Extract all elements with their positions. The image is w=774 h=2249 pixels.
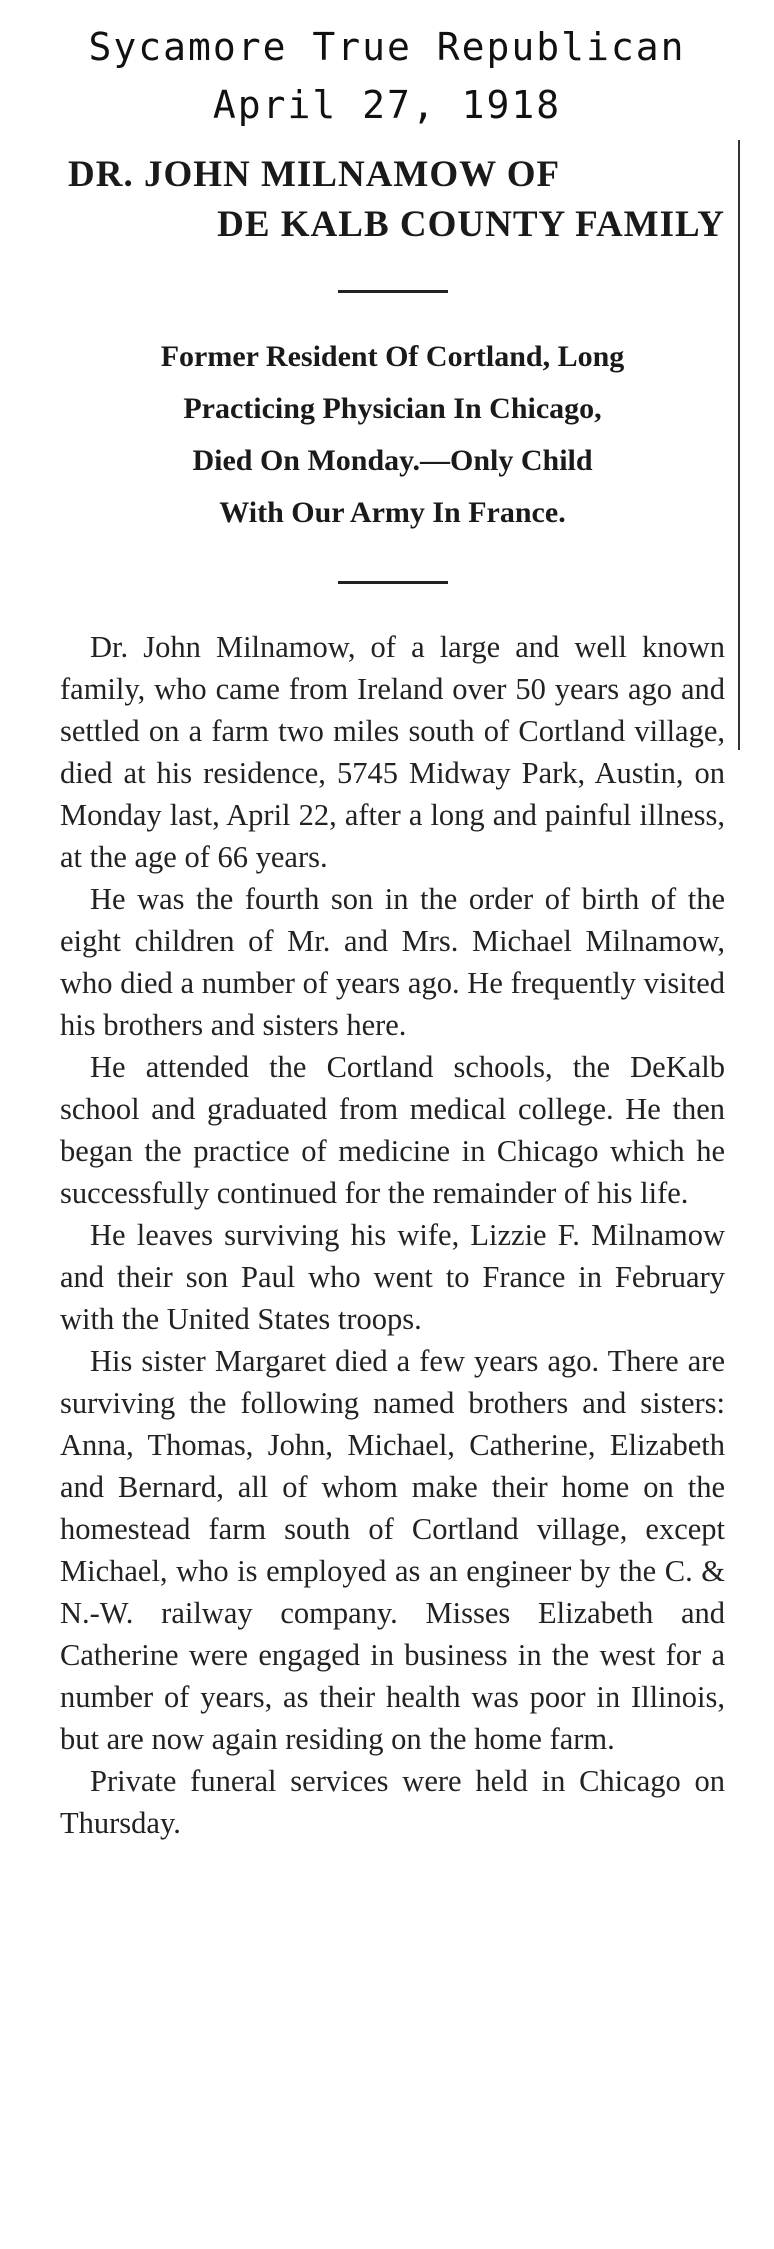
- headline-line-2: DE KALB COUNTY FAMILY: [217, 204, 725, 245]
- paragraph: He leaves surviving his wife, Lizzie F. Milnamow and their son Paul who went to France in February with the United States troops.: [60, 1218, 725, 1336]
- paragraph: He attended the Cortland schools, the DeKalb school and graduated from medical college. He then began the practice of medicine in Chicago which he successfully continued for the remainder of his life.: [60, 1050, 725, 1210]
- deck-divider: [338, 581, 448, 584]
- newspaper-name: Sycamore True Republican: [88, 25, 686, 69]
- deck-line: With Our Army In France.: [219, 496, 566, 529]
- paragraph: Dr. John Milnamow, of a large and well known family, who came from Ireland over 50 years ago and settled on a farm two miles south of Cortland village, died at his residence, 5745 Midway Park, Austin, on Monday last, April 22, after a long and painful illness, at the age of 66 years.: [60, 630, 725, 874]
- deck-line: Died On Monday.—Only Child: [192, 444, 593, 477]
- paragraph: Private funeral services were held in Chicago on Thursday.: [60, 1764, 725, 1840]
- headline-line-1: DR. JOHN MILNAMOW OF: [68, 154, 561, 195]
- deck-line: Former Resident Of Cortland, Long: [160, 340, 625, 373]
- deck-line: Practicing Physician In Chicago,: [183, 392, 602, 425]
- publication-date: April 27, 1918: [212, 83, 562, 127]
- paragraph: He was the fourth son in the order of birth of the eight children of Mr. and Mrs. Michael Milnamow, who died a number of years ago. He frequently visited his brothers and sisters here.: [60, 882, 725, 1042]
- masthead: [0, 18, 774, 134]
- article-column: [60, 150, 725, 1844]
- paragraph: His sister Margaret died a few years ago. There are surviving the following named brothers and sisters: Anna, Thomas, John, Michael, Catherine, Elizabeth and Bernard, all of whom make their home on the homestead farm south of Cortland village, except Michael, who is employed as an engineer by the C. & N.-W. railway company. Misses Elizabeth and Catherine were engaged in business in the west for a number of years, as their health was poor in Illinois, but are now again residing on the home farm.: [60, 1344, 725, 1756]
- article-headline: [60, 150, 725, 250]
- subheadline-deck: [60, 331, 725, 539]
- article-body: [60, 626, 725, 1844]
- headline-divider: [338, 290, 448, 293]
- column-rule: [738, 140, 740, 750]
